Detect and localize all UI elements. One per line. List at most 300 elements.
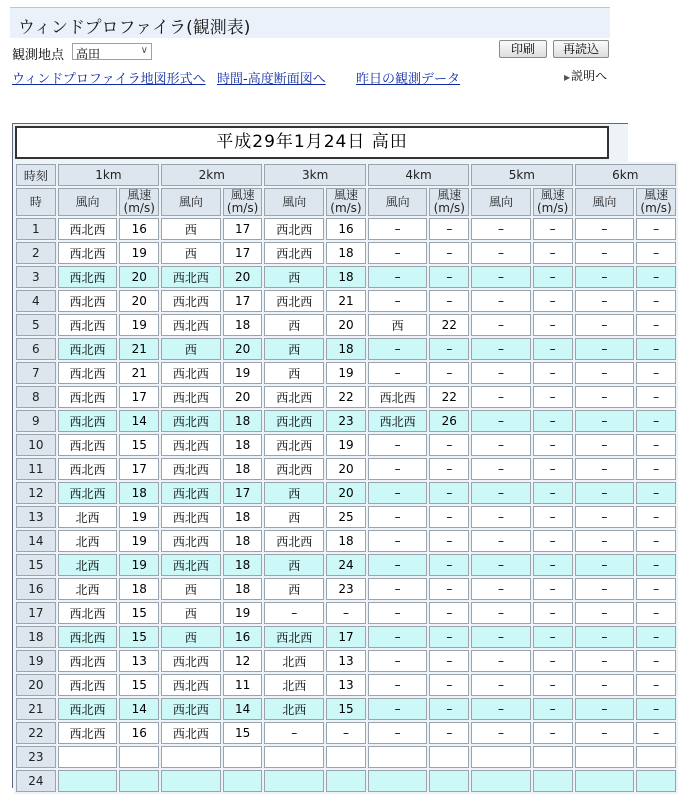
wind-direction-cell: – [368, 362, 428, 384]
wind-direction-cell: – [636, 674, 676, 696]
wind-direction-cell: 西北西 [58, 482, 118, 504]
wind-direction-cell: 西北西 [58, 386, 118, 408]
wind-speed-cell: – [533, 722, 573, 744]
wind-direction-cell: – [636, 578, 676, 600]
wind-direction-header: 風向 [368, 188, 428, 216]
wind-speed-cell: 18 [223, 530, 263, 552]
wind-speed-cell: – [429, 674, 469, 696]
wind-speed-cell: 25 [326, 506, 366, 528]
wind-direction-cell: 西北西 [161, 698, 221, 720]
wind-direction-cell: 西 [264, 362, 324, 384]
wind-speed-cell: 17 [223, 218, 263, 240]
wind-direction-cell: – [636, 434, 676, 456]
wind-speed-cell: 15 [119, 434, 159, 456]
wind-direction-cell: – [471, 410, 531, 432]
hour-cell: 23 [16, 746, 56, 768]
wind-speed-cell: 24 [326, 554, 366, 576]
wind-direction-cell: – [471, 386, 531, 408]
wind-direction-cell: 西北西 [161, 362, 221, 384]
wind-direction-cell: – [368, 218, 428, 240]
table-row [16, 602, 676, 624]
wind-direction-cell: 西北西 [58, 626, 118, 648]
wind-direction-cell: 西北西 [161, 554, 221, 576]
altitude-header: 6km [575, 164, 676, 186]
wind-direction-cell: 西北西 [58, 434, 118, 456]
wind-direction-cell: – [368, 722, 428, 744]
wind-speed-cell: – [326, 722, 366, 744]
hour-cell: 22 [16, 722, 56, 744]
wind-direction-cell: 西北西 [58, 602, 118, 624]
wind-speed-cell: 15 [119, 674, 159, 696]
hour-cell: 18 [16, 626, 56, 648]
wind-speed-cell: 14 [223, 698, 263, 720]
hour-cell: 9 [16, 410, 56, 432]
wind-direction-cell: – [575, 242, 635, 264]
wind-speed-header [119, 188, 159, 216]
hour-cell: 16 [16, 578, 56, 600]
wind-speed-cell: 16 [326, 218, 366, 240]
wind-direction-cell: – [368, 530, 428, 552]
wind-direction-cell: – [471, 314, 531, 336]
wind-speed-cell: – [429, 626, 469, 648]
wind-speed-cell: – [429, 458, 469, 480]
wind-speed-cell: – [429, 530, 469, 552]
wind-speed-cell: – [533, 386, 573, 408]
wind-direction-cell: – [471, 506, 531, 528]
wind-speed-cell: 19 [223, 362, 263, 384]
wind-direction-cell: – [471, 698, 531, 720]
wind-direction-cell: – [636, 290, 676, 312]
wind-speed-cell: 18 [326, 338, 366, 360]
wind-direction-cell: – [575, 650, 635, 672]
wind-direction-cell: – [575, 506, 635, 528]
wind-direction-cell: – [471, 290, 531, 312]
wind-speed-cell: 18 [223, 578, 263, 600]
wind-speed-cell: 20 [119, 266, 159, 288]
wind-direction-cell: 西北西 [368, 410, 428, 432]
wind-speed-cell: – [429, 602, 469, 624]
hour-cell: 7 [16, 362, 56, 384]
altitude-header: 3km [264, 164, 365, 186]
wind-direction-cell: – [471, 722, 531, 744]
wind-speed-cell: – [533, 530, 573, 552]
wind-direction-cell: – [575, 530, 635, 552]
wind-direction-cell [636, 770, 676, 792]
wind-direction-cell: 西北西 [161, 410, 221, 432]
location-select[interactable] [72, 43, 152, 60]
wind-speed-cell: 16 [223, 626, 263, 648]
hour-cell: 12 [16, 482, 56, 504]
wind-direction-cell: 西北西 [264, 386, 324, 408]
wind-direction-cell [575, 770, 635, 792]
wind-direction-cell: – [368, 698, 428, 720]
wind-direction-cell: – [636, 362, 676, 384]
wind-direction-cell: – [471, 218, 531, 240]
wind-speed-cell: 17 [326, 626, 366, 648]
wind-direction-cell: 西北西 [58, 458, 118, 480]
wind-speed-unit: (m/s) [536, 201, 569, 215]
wind-speed-cell: 22 [429, 386, 469, 408]
wind-direction-cell: – [471, 674, 531, 696]
wind-speed-cell: 20 [223, 338, 263, 360]
wind-speed-cell: 17 [119, 458, 159, 480]
wind-direction-cell: 西北西 [58, 314, 118, 336]
wind-speed-header-label: 風速 [127, 188, 152, 202]
wind-direction-cell: 西北西 [264, 626, 324, 648]
wind-direction-header: 風向 [58, 188, 118, 216]
wind-direction-cell: 西北西 [161, 434, 221, 456]
altitude-header: 4km [368, 164, 469, 186]
table-row [16, 554, 676, 576]
wind-direction-cell: 西北西 [264, 290, 324, 312]
wind-direction-cell [58, 746, 118, 768]
wind-speed-header [533, 188, 573, 216]
wind-speed-cell: 17 [223, 242, 263, 264]
hour-cell: 15 [16, 554, 56, 576]
wind-direction-cell: – [636, 410, 676, 432]
wind-direction-cell: 西北西 [264, 530, 324, 552]
wind-direction-cell: – [636, 626, 676, 648]
wind-direction-cell: – [636, 698, 676, 720]
wind-speed-cell: 18 [223, 458, 263, 480]
wind-direction-cell: – [636, 482, 676, 504]
wind-direction-cell: – [575, 722, 635, 744]
time-height-section-link[interactable]: 時間-高度断面図へ [217, 72, 326, 87]
altitude-header: 5km [471, 164, 572, 186]
wind-direction-cell: – [636, 266, 676, 288]
wind-direction-cell: 西 [264, 554, 324, 576]
wind-direction-cell: 西北西 [58, 650, 118, 672]
table-row [16, 410, 676, 432]
wind-speed-cell [533, 746, 573, 768]
wind-speed-unit: (m/s) [226, 201, 259, 215]
wind-direction-cell: 西北西 [58, 362, 118, 384]
wind-speed-header-label: 風速 [230, 188, 255, 202]
wind-direction-cell: – [636, 530, 676, 552]
wind-direction-cell: – [368, 458, 428, 480]
wind-direction-cell: – [575, 434, 635, 456]
wind-speed-cell: 19 [223, 602, 263, 624]
hour-cell: 4 [16, 290, 56, 312]
wind-speed-cell: 19 [326, 434, 366, 456]
map-view-link[interactable]: ウィンドプロファイラ地図形式へ [12, 72, 206, 87]
wind-direction-cell: – [471, 266, 531, 288]
wind-direction-cell [368, 746, 428, 768]
table-row [16, 626, 676, 648]
wind-speed-cell [326, 746, 366, 768]
wind-speed-cell: – [429, 554, 469, 576]
wind-speed-cell: 14 [119, 698, 159, 720]
wind-speed-cell: – [429, 290, 469, 312]
wind-direction-cell: – [636, 218, 676, 240]
table-row [16, 362, 676, 384]
wind-direction-cell: 西北西 [58, 698, 118, 720]
wind-direction-cell: 北西 [58, 578, 118, 600]
wind-direction-cell: 西北西 [58, 722, 118, 744]
table-row [16, 338, 676, 360]
wind-direction-cell: – [575, 386, 635, 408]
wind-speed-cell [223, 746, 263, 768]
altitude-header: 2km [161, 164, 262, 186]
wind-direction-header: 風向 [575, 188, 635, 216]
wind-direction-cell: 西北西 [264, 410, 324, 432]
wind-direction-cell: 西北西 [264, 242, 324, 264]
hour-cell: 10 [16, 434, 56, 456]
wind-direction-cell: – [368, 506, 428, 528]
wind-direction-cell: 西北西 [264, 458, 324, 480]
wind-speed-cell: – [533, 242, 573, 264]
wind-speed-cell: – [429, 266, 469, 288]
wind-direction-cell: 西 [264, 338, 324, 360]
triangle-right-icon: ▶ [564, 73, 571, 82]
wind-speed-cell: 18 [223, 410, 263, 432]
wind-speed-unit: (m/s) [123, 201, 155, 215]
wind-speed-cell: – [533, 314, 573, 336]
wind-speed-cell: – [533, 578, 573, 600]
table-row [16, 722, 676, 744]
wind-direction-cell: – [264, 722, 324, 744]
reload-button[interactable]: 再読込 [553, 40, 609, 58]
wind-direction-cell: 西北西 [264, 218, 324, 240]
wind-direction-cell: – [636, 458, 676, 480]
wind-speed-cell: – [533, 338, 573, 360]
table-row [16, 386, 676, 408]
wind-direction-cell: – [368, 578, 428, 600]
help-link[interactable] [564, 67, 607, 84]
hour-cell: 20 [16, 674, 56, 696]
wind-speed-cell: – [533, 506, 573, 528]
wind-speed-cell: 21 [119, 338, 159, 360]
print-button[interactable]: 印刷 [499, 40, 547, 58]
wind-speed-cell: 20 [223, 386, 263, 408]
table-row [16, 650, 676, 672]
wind-speed-cell: 23 [326, 578, 366, 600]
wind-speed-cell: 15 [326, 698, 366, 720]
altitude-header-row [16, 164, 676, 186]
wind-direction-cell: 西北西 [161, 506, 221, 528]
wind-direction-cell: – [575, 482, 635, 504]
wind-direction-cell: – [575, 362, 635, 384]
wind-speed-cell: – [533, 290, 573, 312]
wind-direction-cell: 西北西 [58, 218, 118, 240]
wind-speed-cell: 18 [223, 506, 263, 528]
hour-cell: 3 [16, 266, 56, 288]
wind-speed-cell: – [533, 362, 573, 384]
hour-cell: 6 [16, 338, 56, 360]
wind-speed-cell [223, 770, 263, 792]
wind-speed-header-label: 風速 [644, 188, 669, 202]
wind-direction-cell: 西北西 [58, 338, 118, 360]
wind-direction-cell: 西北西 [58, 242, 118, 264]
wind-direction-cell: – [368, 338, 428, 360]
wind-direction-cell: – [471, 242, 531, 264]
table-row [16, 674, 676, 696]
wind-speed-cell: 16 [119, 722, 159, 744]
wind-speed-cell: – [429, 434, 469, 456]
wind-direction-cell: – [368, 602, 428, 624]
wind-speed-cell [533, 770, 573, 792]
table-row [16, 266, 676, 288]
wind-direction-cell: – [575, 674, 635, 696]
wind-speed-cell: 17 [223, 482, 263, 504]
yesterday-data-link[interactable]: 昨日の観測データ [356, 72, 461, 87]
table-row [16, 290, 676, 312]
chevron-down-icon: ∨ [140, 45, 148, 56]
wind-direction-cell: 西 [264, 506, 324, 528]
wind-direction-cell [161, 770, 221, 792]
wind-direction-cell: – [575, 698, 635, 720]
wind-speed-cell: 18 [326, 266, 366, 288]
wind-direction-cell: 西北西 [161, 674, 221, 696]
wind-direction-cell: 西北西 [58, 410, 118, 432]
hour-cell: 11 [16, 458, 56, 480]
table-row [16, 218, 676, 240]
wind-speed-cell: 22 [429, 314, 469, 336]
wind-direction-header: 風向 [264, 188, 324, 216]
wind-speed-cell: – [429, 338, 469, 360]
wind-direction-cell: 西 [161, 578, 221, 600]
wind-speed-unit: (m/s) [640, 201, 672, 215]
wind-direction-cell: – [636, 338, 676, 360]
table-row [16, 458, 676, 480]
wind-direction-cell: – [636, 650, 676, 672]
wind-speed-cell: 19 [326, 362, 366, 384]
wind-speed-cell: 15 [223, 722, 263, 744]
wind-direction-cell: 西 [161, 338, 221, 360]
hour-cell: 13 [16, 506, 56, 528]
wind-speed-cell: 14 [119, 410, 159, 432]
wind-direction-cell: – [368, 482, 428, 504]
wind-speed-cell: 18 [326, 242, 366, 264]
wind-speed-cell: 19 [119, 506, 159, 528]
wind-speed-header [429, 188, 469, 216]
wind-direction-cell: – [575, 266, 635, 288]
hour-cell: 2 [16, 242, 56, 264]
wind-speed-header [223, 188, 263, 216]
wind-speed-cell: – [429, 650, 469, 672]
wind-speed-cell: 18 [119, 482, 159, 504]
wind-direction-cell: 西北西 [161, 650, 221, 672]
table-row [16, 242, 676, 264]
corner-time-header: 時刻 [16, 164, 56, 186]
wind-speed-cell [429, 746, 469, 768]
wind-speed-cell: – [533, 218, 573, 240]
wind-speed-cell: – [533, 650, 573, 672]
wind-speed-cell: 19 [119, 314, 159, 336]
wind-speed-cell: 15 [119, 626, 159, 648]
wind-direction-cell: 西北西 [58, 266, 118, 288]
wind-direction-cell [264, 746, 324, 768]
wind-direction-cell [575, 746, 635, 768]
wind-speed-cell: 12 [223, 650, 263, 672]
wind-direction-cell: 西北西 [58, 674, 118, 696]
wind-speed-header [636, 188, 676, 216]
wind-direction-cell: – [471, 578, 531, 600]
wind-speed-cell: 26 [429, 410, 469, 432]
wind-direction-cell [264, 770, 324, 792]
wind-speed-cell: – [533, 482, 573, 504]
wind-direction-cell: – [471, 626, 531, 648]
wind-speed-cell: – [533, 674, 573, 696]
hour-cell: 17 [16, 602, 56, 624]
wind-direction-cell: – [471, 482, 531, 504]
hour-cell: 8 [16, 386, 56, 408]
wind-direction-cell: – [368, 434, 428, 456]
wind-speed-unit: (m/s) [330, 201, 362, 215]
wind-speed-cell: 21 [119, 362, 159, 384]
altitude-header: 1km [58, 164, 159, 186]
observation-table [14, 162, 678, 794]
hour-cell: 24 [16, 770, 56, 792]
wind-speed-cell: 20 [326, 314, 366, 336]
wind-speed-cell: 21 [326, 290, 366, 312]
wind-speed-cell: – [429, 722, 469, 744]
wind-direction-cell: 西北西 [161, 386, 221, 408]
hour-cell: 5 [16, 314, 56, 336]
wind-direction-cell: 北西 [58, 530, 118, 552]
wind-direction-cell: 西北西 [161, 458, 221, 480]
wind-speed-cell: – [326, 602, 366, 624]
wind-direction-cell: – [471, 458, 531, 480]
table-row [16, 482, 676, 504]
wind-speed-header-label: 風速 [333, 188, 358, 202]
wind-speed-cell: 13 [119, 650, 159, 672]
hour-header: 時 [16, 188, 56, 216]
wind-speed-cell: 19 [119, 530, 159, 552]
wind-direction-cell: – [575, 602, 635, 624]
table-row [16, 314, 676, 336]
wind-direction-cell: – [575, 458, 635, 480]
wind-direction-cell: 西北西 [58, 290, 118, 312]
wind-direction-header: 風向 [471, 188, 531, 216]
wind-speed-header-label: 風速 [540, 188, 565, 202]
wind-direction-cell: – [368, 242, 428, 264]
wind-speed-cell: – [533, 602, 573, 624]
wind-direction-cell: 西 [264, 266, 324, 288]
table-row [16, 434, 676, 456]
wind-speed-cell: 11 [223, 674, 263, 696]
wind-direction-cell [471, 770, 531, 792]
wind-speed-cell [119, 746, 159, 768]
wind-direction-cell [636, 746, 676, 768]
help-link-label: 説明へ [571, 69, 608, 83]
wind-direction-cell: 北西 [58, 506, 118, 528]
location-label: 観測地点 [12, 48, 65, 63]
wind-direction-cell: 西 [161, 626, 221, 648]
wind-speed-cell: 18 [119, 578, 159, 600]
wind-direction-cell: – [368, 290, 428, 312]
wind-speed-cell: 19 [119, 554, 159, 576]
wind-speed-header [326, 188, 366, 216]
wind-speed-cell: 22 [326, 386, 366, 408]
wind-direction-cell: 西 [264, 482, 324, 504]
wind-direction-cell: – [368, 266, 428, 288]
wind-direction-cell: – [471, 650, 531, 672]
wind-speed-cell: – [429, 482, 469, 504]
hour-cell: 1 [16, 218, 56, 240]
wind-direction-cell: – [471, 530, 531, 552]
wind-direction-cell: 西北西 [368, 386, 428, 408]
wind-speed-cell: 23 [326, 410, 366, 432]
hour-cell: 21 [16, 698, 56, 720]
wind-speed-cell: 16 [119, 218, 159, 240]
wind-speed-cell: 15 [119, 602, 159, 624]
wind-speed-cell: 13 [326, 650, 366, 672]
wind-speed-cell: – [429, 218, 469, 240]
wind-direction-cell: – [636, 722, 676, 744]
wind-speed-cell: – [533, 698, 573, 720]
wind-direction-cell: 西 [161, 218, 221, 240]
